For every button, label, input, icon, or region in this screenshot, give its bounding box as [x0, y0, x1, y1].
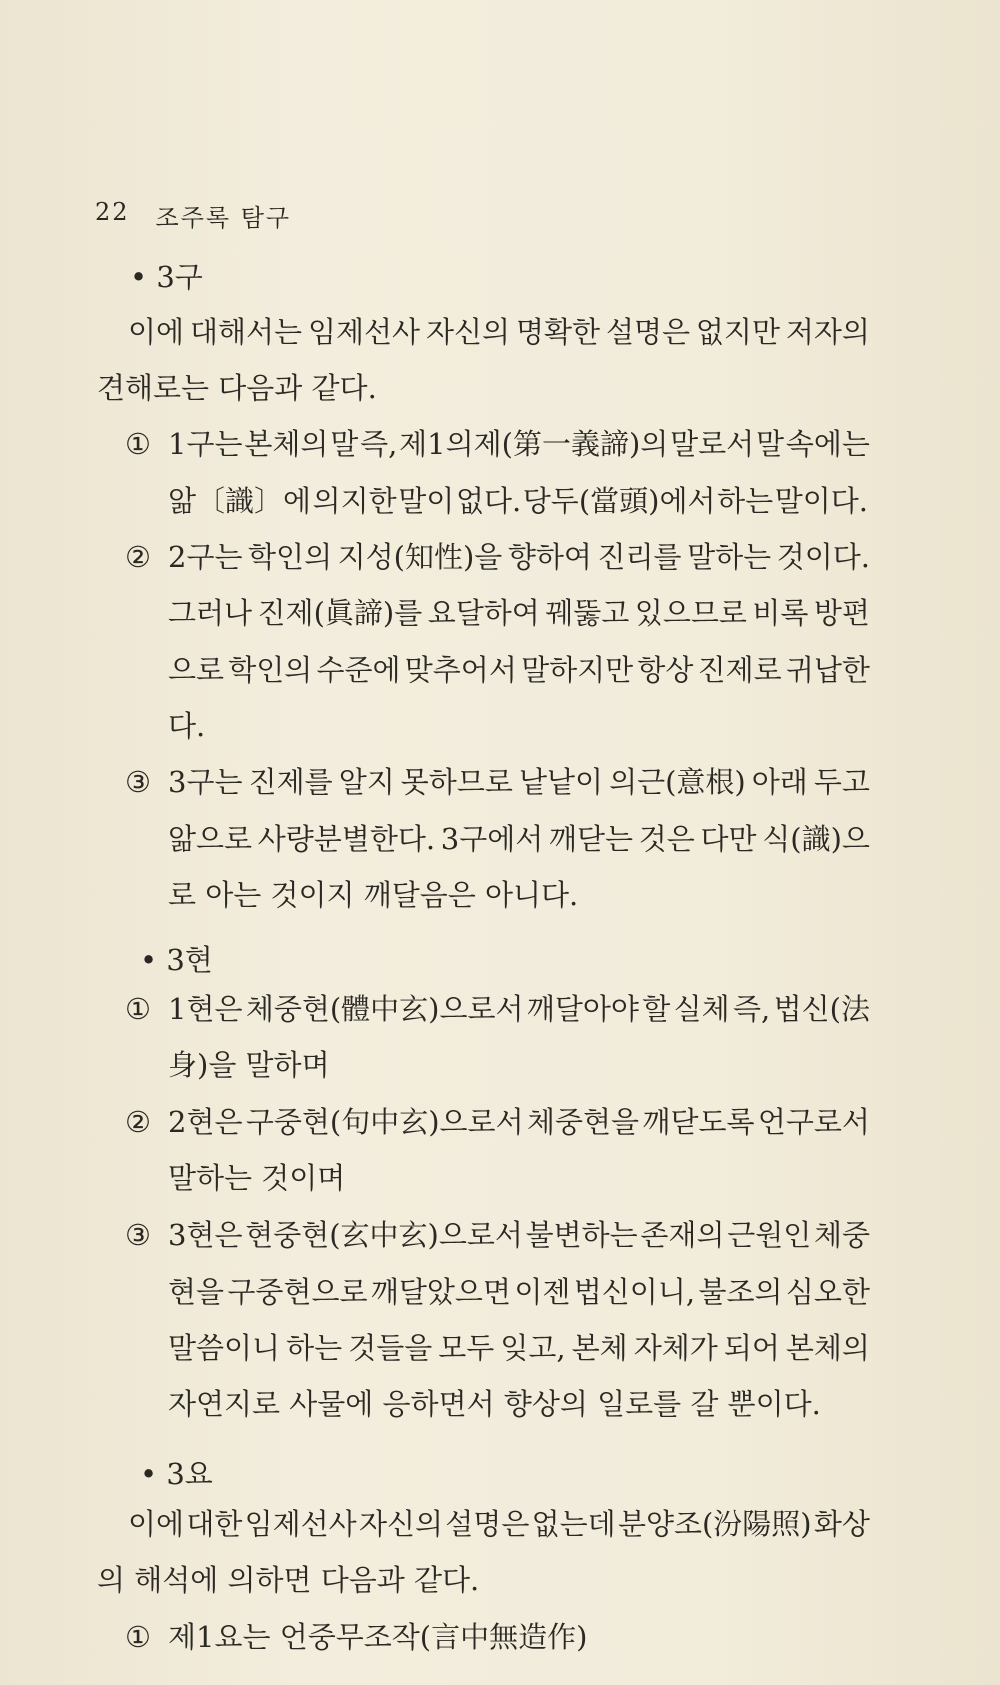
word: 앎〔識〕에	[168, 484, 312, 518]
word: 설명은	[445, 1507, 530, 1541]
word: 향하여	[507, 540, 592, 574]
word: 잊고,	[500, 1331, 566, 1365]
word: 법신이니,	[573, 1275, 696, 1309]
word: 수준에	[316, 653, 401, 687]
word: 맞추어서	[404, 653, 517, 687]
word: 말하는	[687, 540, 772, 574]
word: 2현은	[168, 1105, 243, 1139]
word: 식(識)으	[762, 822, 870, 856]
word: 두고	[813, 765, 870, 799]
word: 속에는	[785, 427, 870, 461]
word: 저자의	[785, 315, 870, 349]
word: 모두	[438, 1331, 495, 1365]
list-item-line	[168, 822, 870, 856]
word: 존재의	[640, 1218, 725, 1252]
section-heading: • 3현	[140, 943, 213, 977]
word: 분양조(汾陽照)	[617, 1507, 812, 1541]
word: 항상	[637, 653, 694, 687]
word: 구중현으로	[227, 1275, 368, 1309]
word: 불조의	[698, 1275, 783, 1309]
word: 의지한	[312, 484, 397, 518]
word: 귀납한	[785, 653, 870, 687]
list-item-line: 제1요는 언중무조작(言中無造作)	[168, 1620, 588, 1654]
list-item-line: 로 아는 것이지 깨달음은 아니다.	[168, 878, 579, 912]
word: 다만	[700, 822, 757, 856]
word: 하는	[286, 1331, 343, 1365]
word: 깨달아야	[526, 992, 639, 1026]
section-heading: • 3구	[130, 260, 203, 294]
word: 방편	[813, 596, 870, 630]
word: 낱낱이	[518, 765, 603, 799]
word: 대한	[186, 1507, 243, 1541]
item-marker: ②	[125, 540, 151, 574]
item-marker: ③	[125, 765, 151, 799]
list-item-line: 말하는 것이며	[168, 1161, 346, 1195]
list-item-line	[168, 596, 870, 630]
word: 알지	[338, 765, 395, 799]
word: 사량분별한다.	[257, 822, 436, 856]
word: 이젠	[514, 1275, 571, 1309]
word: 구중현(句中玄)으로서	[245, 1105, 524, 1139]
word: 으로	[168, 653, 225, 687]
list-item-line	[168, 1218, 870, 1252]
word: 3현은	[168, 1218, 243, 1252]
word: 것이다.	[776, 540, 870, 574]
item-marker: ②	[125, 1105, 151, 1139]
word: 하는	[717, 484, 774, 518]
word: 제1의제(第一義諦)의	[399, 427, 669, 461]
word: 비록	[752, 596, 809, 630]
page-number: 22	[95, 198, 130, 226]
word: 이에	[128, 315, 185, 349]
word: 자체가	[633, 1331, 718, 1365]
word: 없다.	[455, 484, 522, 518]
word: 되어	[723, 1331, 780, 1365]
list-item-line	[168, 484, 868, 518]
list-item-line	[168, 1331, 870, 1365]
list-item-line	[168, 1105, 870, 1139]
word: 법신(法	[773, 992, 870, 1026]
item-marker: ①	[125, 427, 151, 461]
word: 꿰뚫고	[545, 596, 630, 630]
word: 있으므로	[634, 596, 747, 630]
word: 심오한	[785, 1275, 870, 1309]
word: 실체	[673, 992, 730, 1026]
word: 말하지만	[521, 653, 634, 687]
word: 본체의	[785, 1331, 870, 1365]
paragraph-line: 의 해석에 의하면 다음과 같다.	[97, 1563, 480, 1597]
list-item-line	[168, 540, 870, 574]
word: 그러나	[168, 596, 253, 630]
list-item-line	[168, 992, 870, 1026]
word: 말	[756, 427, 785, 461]
paragraph-line	[128, 315, 870, 349]
word: 진제(眞諦)를	[257, 596, 423, 630]
word: 진제로	[697, 653, 782, 687]
list-item-line	[168, 427, 870, 461]
word: 2구는	[168, 540, 243, 574]
word: 이에	[128, 1507, 185, 1541]
word: 못하므로	[400, 765, 513, 799]
word: 없지만	[695, 315, 780, 349]
word: 깨달았으면	[370, 1275, 511, 1309]
word: 설명은	[605, 315, 690, 349]
word: 의근(意根)	[609, 765, 746, 799]
word: 본체	[571, 1331, 628, 1365]
word: 체중	[813, 1218, 870, 1252]
paragraph-line	[128, 1507, 870, 1541]
word: 체중현을	[526, 1105, 640, 1139]
word: 지성(知性)을	[337, 540, 503, 574]
word: 당두(當頭)에서	[522, 484, 716, 518]
word: 앎으로	[168, 822, 253, 856]
word: 3구는	[168, 765, 243, 799]
word: 대해서는	[189, 315, 303, 349]
word: 언구로서	[757, 1105, 870, 1139]
word: 근원인	[727, 1218, 812, 1252]
word: 즉,	[733, 992, 771, 1026]
word: 임제선사	[307, 315, 421, 349]
word: 학인의	[228, 653, 313, 687]
word: 없는데	[531, 1507, 616, 1541]
list-item-line: 身)을 말하며	[168, 1048, 330, 1082]
word: 현중현(玄中玄)으로서	[245, 1218, 523, 1252]
list-item-line	[168, 1275, 870, 1309]
paragraph-line: 견해로는 다음과 같다.	[97, 371, 377, 405]
item-marker: ①	[125, 992, 151, 1026]
word: 현을	[168, 1275, 225, 1309]
word: 3구에서	[440, 822, 544, 856]
word: 것은	[638, 822, 695, 856]
list-item-line	[168, 765, 870, 799]
word: 말	[330, 427, 359, 461]
word: 1현은	[168, 992, 243, 1026]
word: 불변하는	[525, 1218, 638, 1252]
word: 할	[642, 992, 671, 1026]
chapter-title: 조주록 탐구	[155, 204, 292, 232]
word: 본체의	[244, 427, 329, 461]
item-marker: ①	[125, 1620, 151, 1654]
word: 진제를	[248, 765, 333, 799]
word: 아래	[751, 765, 808, 799]
word: 1구는	[168, 427, 243, 461]
word: 자신의	[358, 1507, 444, 1541]
list-item-line: 자연지로 사물에 응하면서 향상의 일로를 갈 뿐이다.	[168, 1387, 821, 1421]
running-head	[95, 198, 291, 233]
list-item-line: 다.	[168, 709, 206, 743]
word: 말이	[398, 484, 455, 518]
list-item-line	[168, 653, 870, 687]
word: 말로서	[670, 427, 755, 461]
word: 학인의	[248, 540, 333, 574]
section-heading: • 3요	[140, 1457, 213, 1491]
word: 즉,	[360, 427, 398, 461]
word: 자신의	[425, 315, 511, 349]
word: 진리를	[597, 540, 682, 574]
word: 화상	[813, 1507, 870, 1541]
word: 명확한	[515, 315, 600, 349]
word: 것들을	[348, 1331, 433, 1365]
word: 말이다.	[774, 484, 868, 518]
word: 요달하여	[427, 596, 540, 630]
word: 깨닫도록	[642, 1105, 755, 1139]
word: 깨닫는	[549, 822, 634, 856]
word: 말씀이니	[168, 1331, 281, 1365]
word: 임제선사	[244, 1507, 357, 1541]
item-marker: ③	[125, 1218, 151, 1252]
word: 체중현(體中玄)으로서	[245, 992, 524, 1026]
